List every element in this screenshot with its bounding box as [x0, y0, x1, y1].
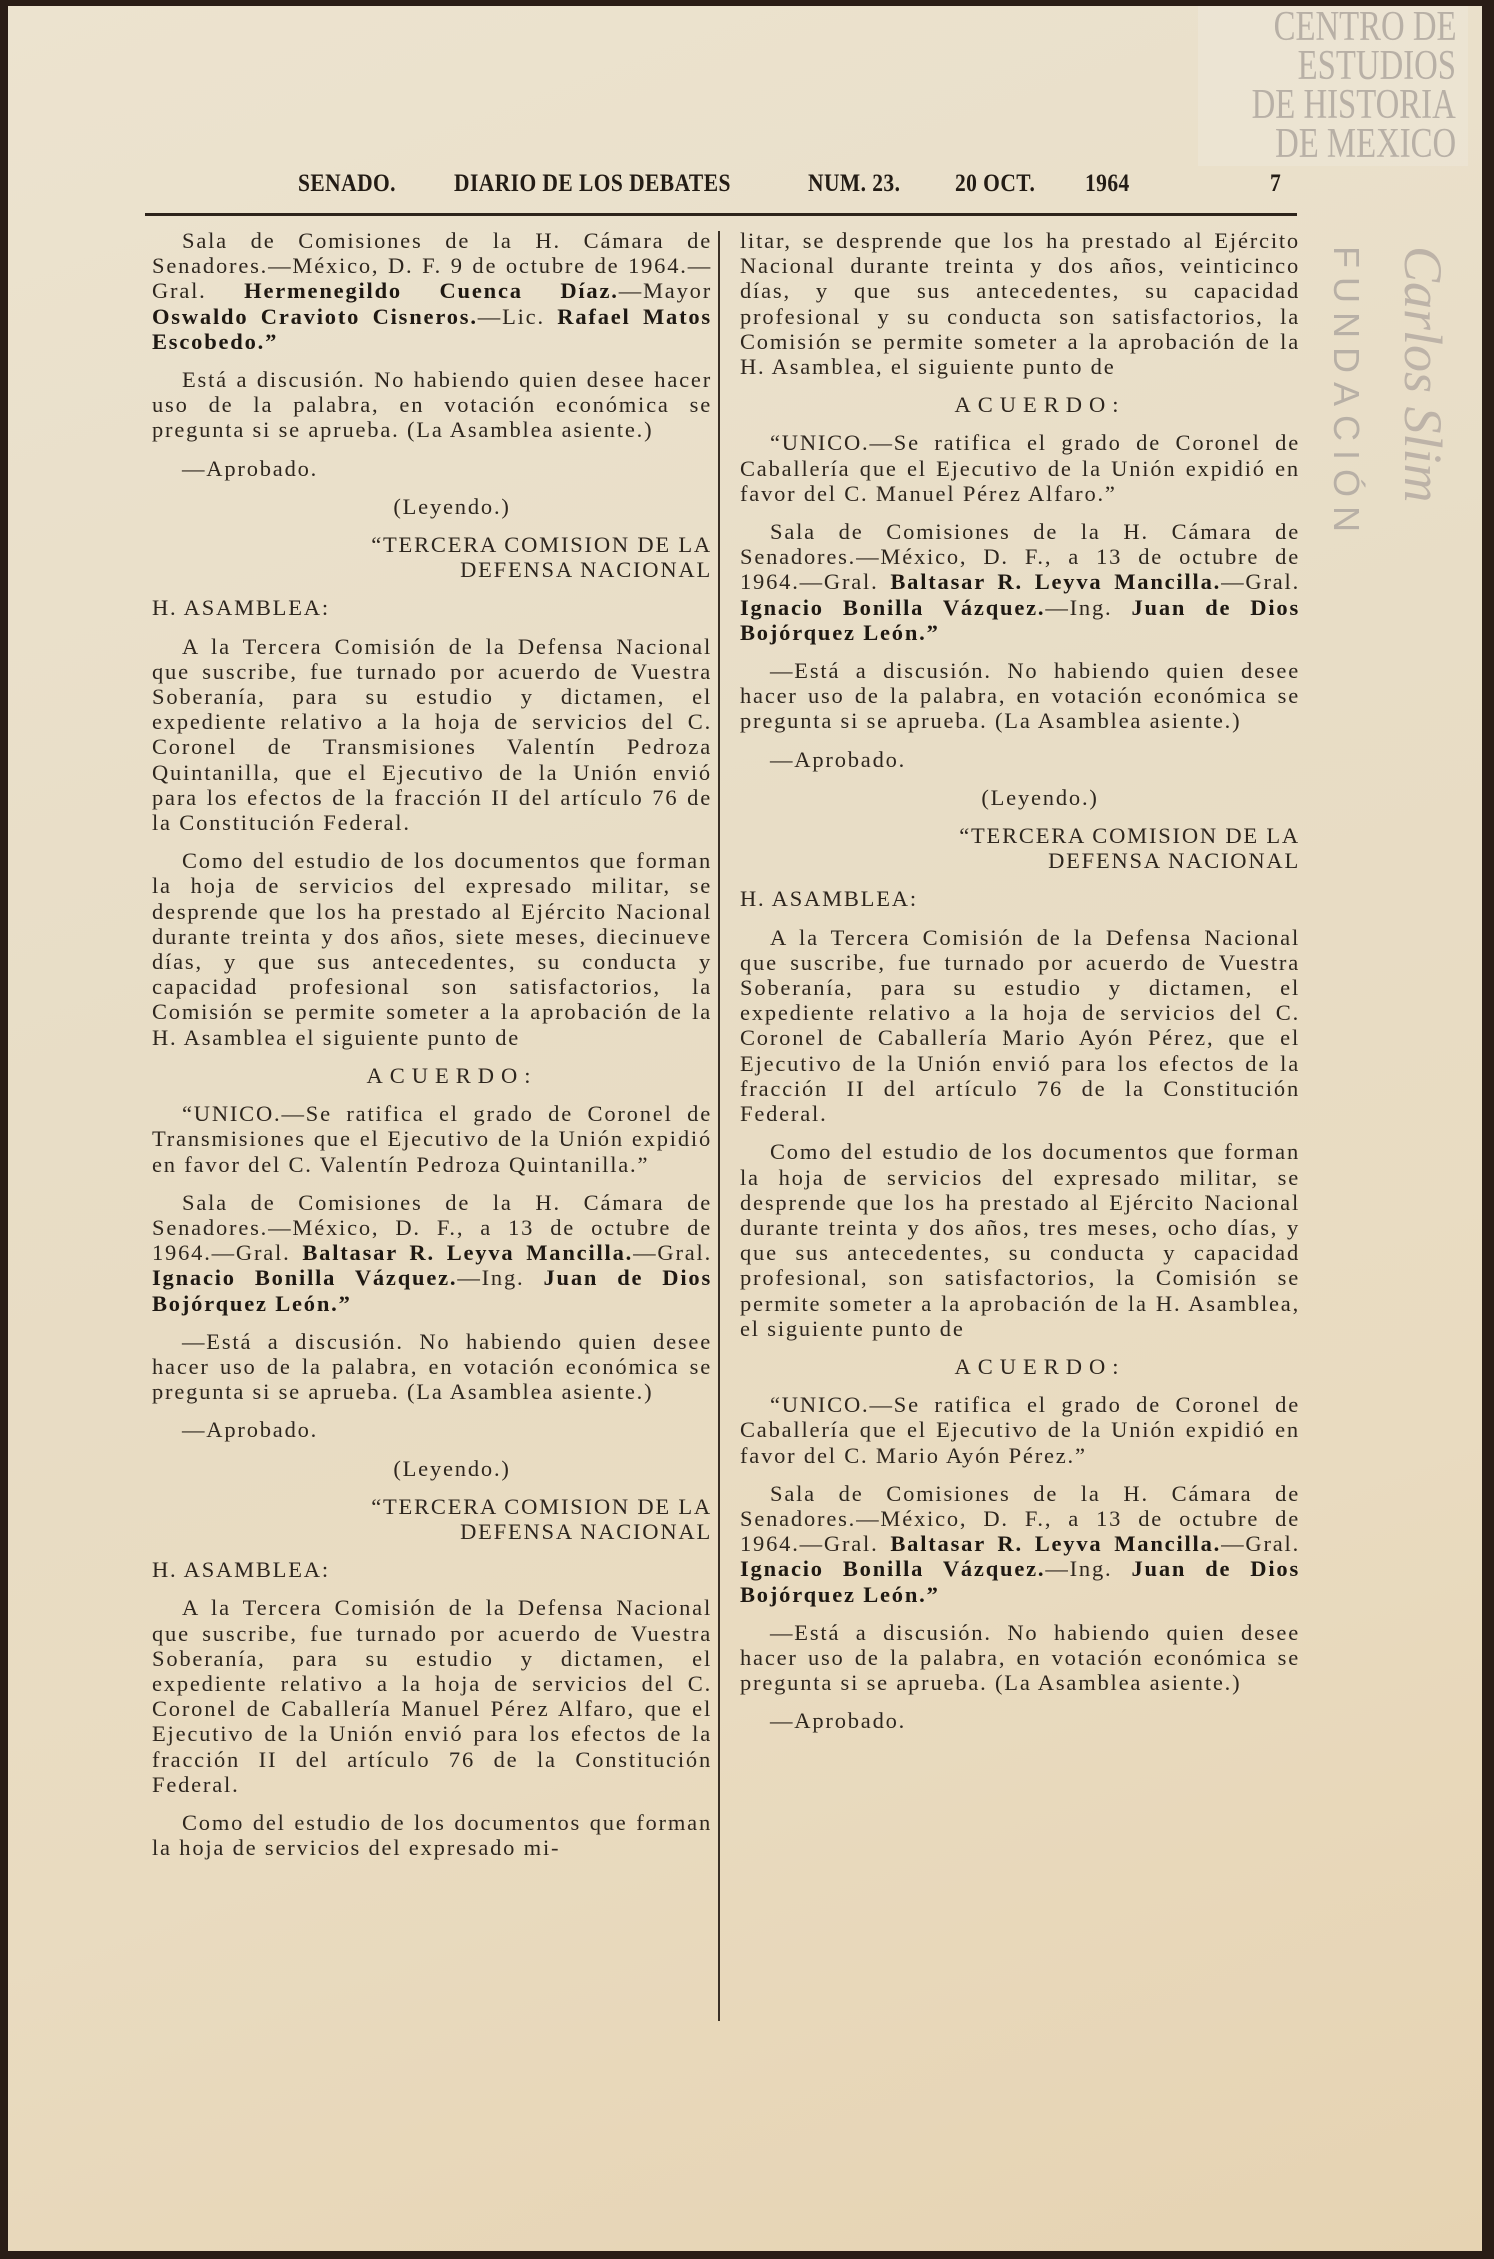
text-run: —Gral.: [633, 1240, 712, 1266]
text-run: A la Tercera Comisión de la Defensa Nacional que suscribe, fue turnado por acuerdo de Vuestra Soberanía, para su estudio y dictamen, el expediente relativo a la hoja de servicios del C. Coronel de Caballería Mario Ayón Pérez, que el Ejecutivo de la Unión envió para los efectos de la fracción II del artículo 76 de la Constitución Federal.: [740, 924, 1300, 1127]
text-run: “UNICO.—Se ratifica el grado de Coronel de Caballería que el Ejecutivo de la Unión expidió en favor del C. Mario Ayón Pérez.”: [740, 1392, 1300, 1468]
section-heading: [152, 595, 712, 620]
text-run: Está a discusión. No habiendo quien desee hacer uso de la palabra, en votación económica se pregunta si se aprueba. (La Asamblea asiente.): [152, 367, 712, 443]
acuerdo-heading: [192, 1063, 712, 1088]
text-run: —Lic.: [477, 303, 558, 329]
column-divider: [718, 231, 720, 2021]
acuerdo-heading: [780, 1354, 1300, 1379]
text-run: ACUERDO:: [954, 392, 1126, 418]
signatory-name: Baltasar R. Leyva Mancilla.: [890, 1531, 1222, 1557]
commission-title: [152, 1494, 712, 1544]
text-run: DEFENSA NACIONAL: [460, 557, 712, 583]
paragraph: [152, 1329, 712, 1405]
paragraph: [740, 658, 1300, 734]
text-run: —Está a discusión. No habiendo quien desee hacer uso de la palabra, en votación económica se pregunta si se aprueba. (La Asamblea asiente.): [740, 1619, 1300, 1696]
signatory-name: Hermenegildo Cuenca Díaz.: [244, 278, 619, 304]
paragraph: [740, 228, 1300, 379]
text-run: “TERCERA COMISION DE LA: [371, 1493, 712, 1519]
text-run: —Aprobado.: [182, 455, 319, 481]
header-publication: DIARIO DE LOS DEBATES: [454, 170, 731, 197]
left-column: [152, 228, 712, 1873]
signatory-name: Baltasar R. Leyva Mancilla.: [302, 1240, 634, 1266]
text-run: Sala de Comisiones de la H. Cámara de Senadores.—México, D. F., a 13 de octubre de 1964.—Gral.: [740, 1480, 1300, 1557]
paragraph: [152, 1190, 712, 1316]
commission-title: [152, 532, 712, 582]
text-run: H. ASAMBLEA:: [740, 886, 918, 912]
paragraph: [192, 1456, 712, 1481]
paragraph: [152, 1417, 712, 1442]
paragraph: [192, 494, 712, 519]
paragraph: [152, 456, 712, 481]
paragraph: [740, 747, 1300, 772]
text-run: —Aprobado.: [770, 1708, 907, 1734]
text-run: ACUERDO:: [954, 1353, 1126, 1379]
text-run: —Ing.: [1045, 1556, 1132, 1582]
paragraph: [740, 1139, 1300, 1341]
commission-title: [740, 823, 1300, 873]
text-run: “UNICO.—Se ratifica el grado de Coronel de Caballería que el Ejecutivo de la Unión expidió en favor del C. Manuel Pérez Alfaro.”: [740, 430, 1300, 506]
text-run: Como del estudio de los documentos que forman la hoja de servicios del expresado mi-: [152, 1809, 712, 1861]
paragraph: [740, 1392, 1300, 1468]
section-heading: [152, 1557, 712, 1582]
watermark-line: DE HISTORIA: [1251, 82, 1456, 128]
paragraph: [152, 1595, 712, 1797]
text-run: H. ASAMBLEA:: [152, 1557, 330, 1583]
text-run: —Mayor: [618, 278, 712, 304]
page-number: 7: [1270, 170, 1282, 197]
text-run: litar, se desprende que los ha prestado al Ejército Nacional durante treinta y dos años, veinticinco días, y que sus antecedentes, su capacidad profesional y su conducta son satisfactorios, la Comisión se permite someter a la aprobación de la H. Asamblea, el siguiente punto de: [740, 228, 1300, 380]
text-run: “TERCERA COMISION DE LA: [959, 823, 1300, 849]
paragraph: [152, 228, 712, 354]
signatory-name: Ignacio Bonilla Vázquez.: [740, 594, 1046, 620]
paragraph: [740, 925, 1300, 1127]
watermark-fundacion: FUNDACIÓN: [1326, 246, 1367, 541]
signatory-name: Oswaldo Cravioto Cisneros.: [152, 303, 478, 329]
signatory-name: Juan de Dios Bojórquez León.”: [740, 594, 1301, 645]
paragraph: [740, 1620, 1300, 1696]
text-run: DEFENSA NACIONAL: [460, 1518, 712, 1544]
right-column: [740, 228, 1300, 1747]
text-run: Como del estudio de los documentos que forman la hoja de servicios del expresado militar, se desprende que los ha prestado al Ejército Nacional durante treinta y dos años, siete meses, diecinueve días, y que sus antecedentes, su conducta y capacidad profesional son satisfactorios, la Comisión se permite someter a la aprobación de la H. Asamblea el siguiente punto de: [152, 848, 712, 1050]
document-page: [8, 6, 1482, 2251]
paragraph: [740, 430, 1300, 506]
text-run: —Ing.: [457, 1265, 544, 1291]
header-date: 20 OCT.: [955, 170, 1036, 197]
header-number: NUM. 23.: [808, 170, 901, 197]
text-run: —Ing.: [1045, 594, 1132, 620]
signatory-name: Juan de Dios Bojórquez León.”: [740, 1556, 1301, 1607]
watermark-line: DE MEXICO: [1274, 121, 1456, 167]
header-rule: [145, 213, 1297, 216]
text-run: Sala de Comisiones de la H. Cámara de Senadores.—México, D. F. 9 de octubre de 1964.—Gral.: [152, 228, 712, 304]
paragraph: [740, 1708, 1300, 1733]
text-run: H. ASAMBLEA:: [152, 595, 330, 621]
acuerdo-heading: [780, 392, 1300, 417]
text-run: Sala de Comisiones de la H. Cámara de Senadores.—México, D. F., a 13 de octubre de 1964.—Gral.: [152, 1189, 712, 1266]
signatory-name: Baltasar R. Leyva Mancilla.: [890, 569, 1222, 595]
text-run: Sala de Comisiones de la H. Cámara de Senadores.—México, D. F., a 13 de octubre de 1964.—Gral.: [740, 519, 1300, 595]
paragraph: [152, 367, 712, 443]
text-run: Como del estudio de los documentos que forman la hoja de servicios del expresado militar, se desprende que los ha prestado al Ejército Nacional durante treinta y dos años, tres meses, ocho días, y que sus antecedentes, su conducta y capacidad profesional, son satisfactorios, la Comisión se permite someter a la aprobación de la H. Asamblea, el siguiente punto de: [740, 1139, 1300, 1341]
text-run: —Está a discusión. No habiendo quien desee hacer uso de la palabra, en votación económica se pregunta si se aprueba. (La Asamblea asiente.): [740, 658, 1300, 734]
text-run: —Gral.: [1221, 1531, 1300, 1557]
signatory-name: Ignacio Bonilla Vázquez.: [740, 1556, 1046, 1582]
signatory-name: Rafael Matos Escobedo.”: [152, 303, 712, 354]
text-run: ACUERDO:: [366, 1062, 538, 1088]
signatory-name: Juan de Dios Bojórquez León.”: [152, 1265, 713, 1316]
text-run: “TERCERA COMISION DE LA: [371, 532, 712, 558]
text-run: DEFENSA NACIONAL: [1048, 848, 1300, 874]
paragraph: [152, 848, 712, 1050]
header-section: SENADO.: [298, 170, 396, 197]
watermark-line: ESTUDIOS: [1297, 43, 1456, 89]
text-run: “UNICO.—Se ratifica el grado de Coronel de Transmisiones que el Ejecutivo de la Unión expidió en favor del C. Valentín Pedroza Quintanilla.”: [152, 1101, 712, 1177]
text-run: —Está a discusión. No habiendo quien desee hacer uso de la palabra, en votación económica se pregunta si se aprueba. (La Asamblea asiente.): [152, 1328, 712, 1405]
text-run: —Gral.: [1221, 569, 1300, 595]
paragraph: [152, 1810, 712, 1860]
text-run: (Leyendo.): [393, 1455, 511, 1481]
paragraph: [740, 1481, 1300, 1607]
signatory-name: Ignacio Bonilla Vázquez.: [152, 1265, 458, 1291]
paragraph: [780, 785, 1300, 810]
paragraph: [152, 634, 712, 836]
text-run: —Aprobado.: [182, 1417, 319, 1443]
watermark-signature: Carlos Slim: [1393, 246, 1453, 503]
text-run: A la Tercera Comisión de la Defensa Nacional que suscribe, fue turnado por acuerdo de Vuestra Soberanía, para su estudio y dictamen, el expediente relativo a la hoja de servicios del C. Coronel de Caballería Manuel Pérez Alfaro, que el Ejecutivo de la Unión envió para los efectos de la fracción II del artículo 76 de la Constitución Federal.: [152, 1595, 712, 1797]
header-year: 1964: [1085, 170, 1130, 197]
watermark-line: CENTRO DE: [1273, 4, 1456, 50]
paragraph: [740, 519, 1300, 645]
paragraph: [152, 1101, 712, 1177]
text-run: (Leyendo.): [393, 493, 511, 519]
text-run: A la Tercera Comisión de la Defensa Nacional que suscribe, fue turnado por acuerdo de Vuestra Soberanía, para su estudio y dictamen, el expediente relativo a la hoja de servicios del C. Coronel de Transmisiones Valentín Pedroza Quintanilla, que el Ejecutivo de la Unión envió para los efectos de la fracción II del artículo 76 de la Constitución Federal.: [152, 633, 712, 836]
text-run: (Leyendo.): [981, 784, 1099, 810]
section-heading: [740, 886, 1300, 911]
text-run: —Aprobado.: [770, 746, 907, 772]
